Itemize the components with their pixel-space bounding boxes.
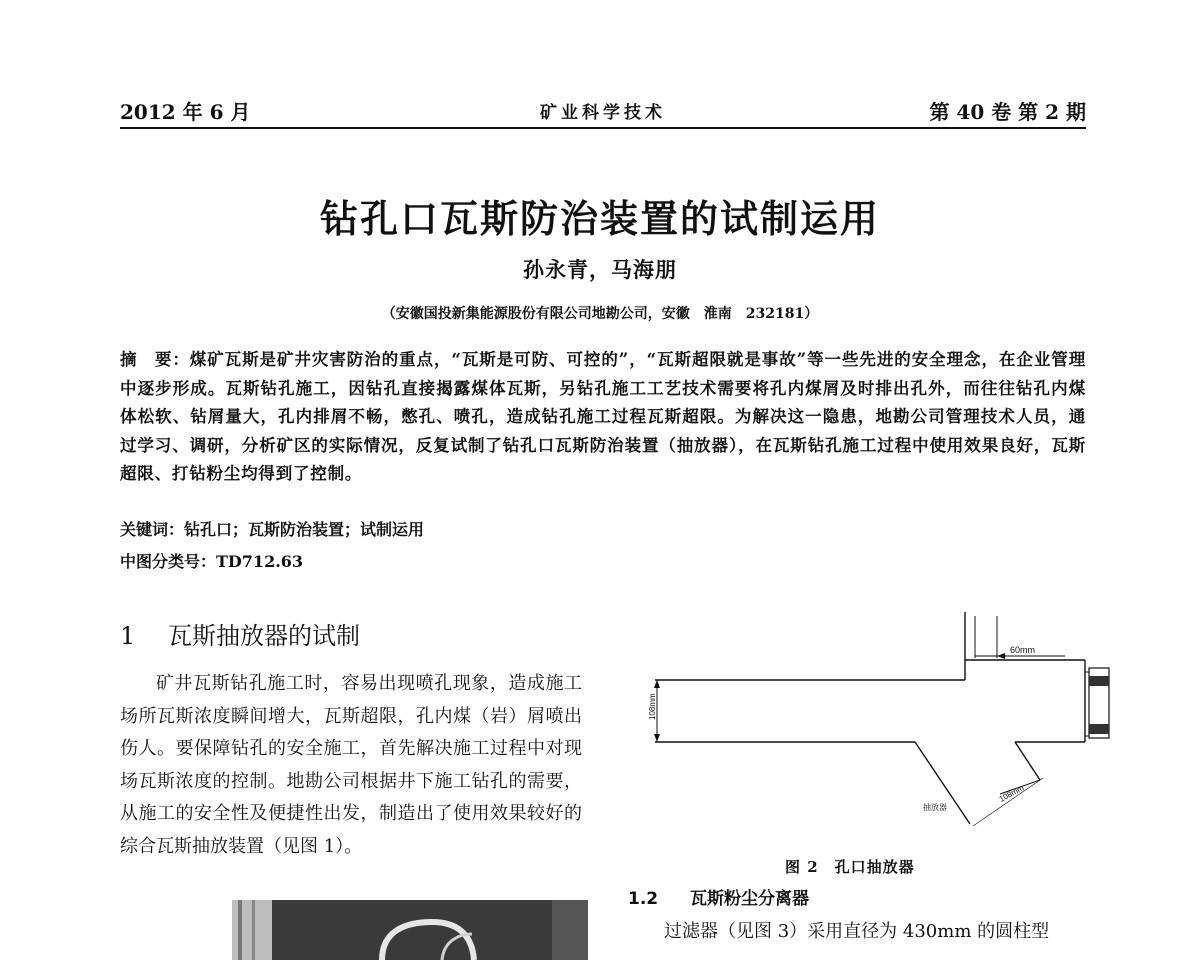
keywords-label: 关键词： bbox=[120, 520, 185, 539]
abstract-label: 摘 要： bbox=[120, 350, 190, 369]
keywords bbox=[120, 517, 424, 540]
article-title: 钻孔口瓦斯防治装置的试制运用 bbox=[319, 196, 880, 241]
abstract-text: 煤矿瓦斯是矿井灾害防治的重点，“瓦斯是可防、可控的”，“瓦斯超限就是事故”等一些先进的安全理念，在企业管理中逐步形成。瓦斯钻孔施工，因钻孔直接揭露煤体瓦斯，另钻孔施工工艺技术需要将孔内煤屑及时排出孔外，而往往钻孔内煤体松软、钻屑量大，孔内排屑不畅，憋孔、喷孔，造成钻孔施工过程瓦斯超限。为解决这一隐患，地勘公司管理技术人员，通过学习、调研，分析矿区的实际情况，反复试制了钻孔口瓦斯防治装置（抽放器），在瓦斯钻孔施工过程中使用效果良好，瓦斯超限、打钻粉尘均得到了控制。 bbox=[120, 350, 1086, 483]
figure-2-drawing bbox=[645, 612, 1115, 834]
fig2-branch-right bbox=[1015, 742, 1040, 780]
classification-text: TD712.63 bbox=[216, 552, 304, 571]
article-affiliation: （安徽国投新集能源股份有限公司地勘公司，安徽 淮南 232181） bbox=[381, 306, 819, 322]
classification-label: 中图分类号： bbox=[120, 552, 217, 571]
section-1-number: 1 bbox=[120, 622, 136, 650]
section-1-2-heading bbox=[628, 884, 809, 909]
section-1-2-paragraph: 过滤器（见图 3）采用直径为 430mm 的圆柱型 bbox=[664, 921, 1050, 942]
section-1-2-title: 瓦斯粉尘分离器 bbox=[690, 889, 809, 909]
article-authors: 孙永青，马海朋 bbox=[523, 257, 677, 282]
abstract bbox=[120, 346, 1086, 489]
fig2-label: 抽放器 bbox=[923, 803, 947, 812]
classification bbox=[120, 549, 303, 572]
section-1-title: 瓦斯抽放器的试制 bbox=[168, 622, 360, 650]
figure-2-caption: 图 2 孔口抽放器 bbox=[785, 858, 915, 876]
fig2-dim-top: 60mm bbox=[1010, 645, 1036, 655]
header-issue: 第 40 卷 第 2 期 bbox=[929, 100, 1086, 124]
header-date: 2012 年 6 月 bbox=[120, 100, 251, 124]
running-header bbox=[120, 96, 1086, 124]
keywords-text: 钻孔口；瓦斯防治装置；试制运用 bbox=[184, 520, 425, 539]
figure-1-photo-graphic bbox=[232, 900, 588, 960]
section-1-paragraph: 矿井瓦斯钻孔施工时，容易出现喷孔现象，造成施工场所瓦斯浓度瞬间增大，瓦斯超限，孔内煤（岩）屑喷出伤人。要保障钻孔的安全施工，首先解决施工过程中对现场瓦斯浓度的控制。地勘公司根据井下施工钻孔的需要，从施工的安全性及便捷性出发，制造出了使用效果较好的综合瓦斯抽放装置（见图 1）。 bbox=[120, 673, 582, 857]
header-journal: 矿业科学技术 bbox=[540, 103, 666, 123]
section-1-heading bbox=[120, 616, 360, 651]
header-divider bbox=[120, 127, 1086, 129]
figure-1-photo bbox=[232, 900, 588, 960]
fig2-dim-diag: 108mm bbox=[997, 783, 1026, 804]
fig2-dim-left: 108mm bbox=[648, 693, 657, 720]
section-1-body bbox=[120, 668, 582, 900]
section-1-2-number: 1.2 bbox=[628, 889, 659, 909]
